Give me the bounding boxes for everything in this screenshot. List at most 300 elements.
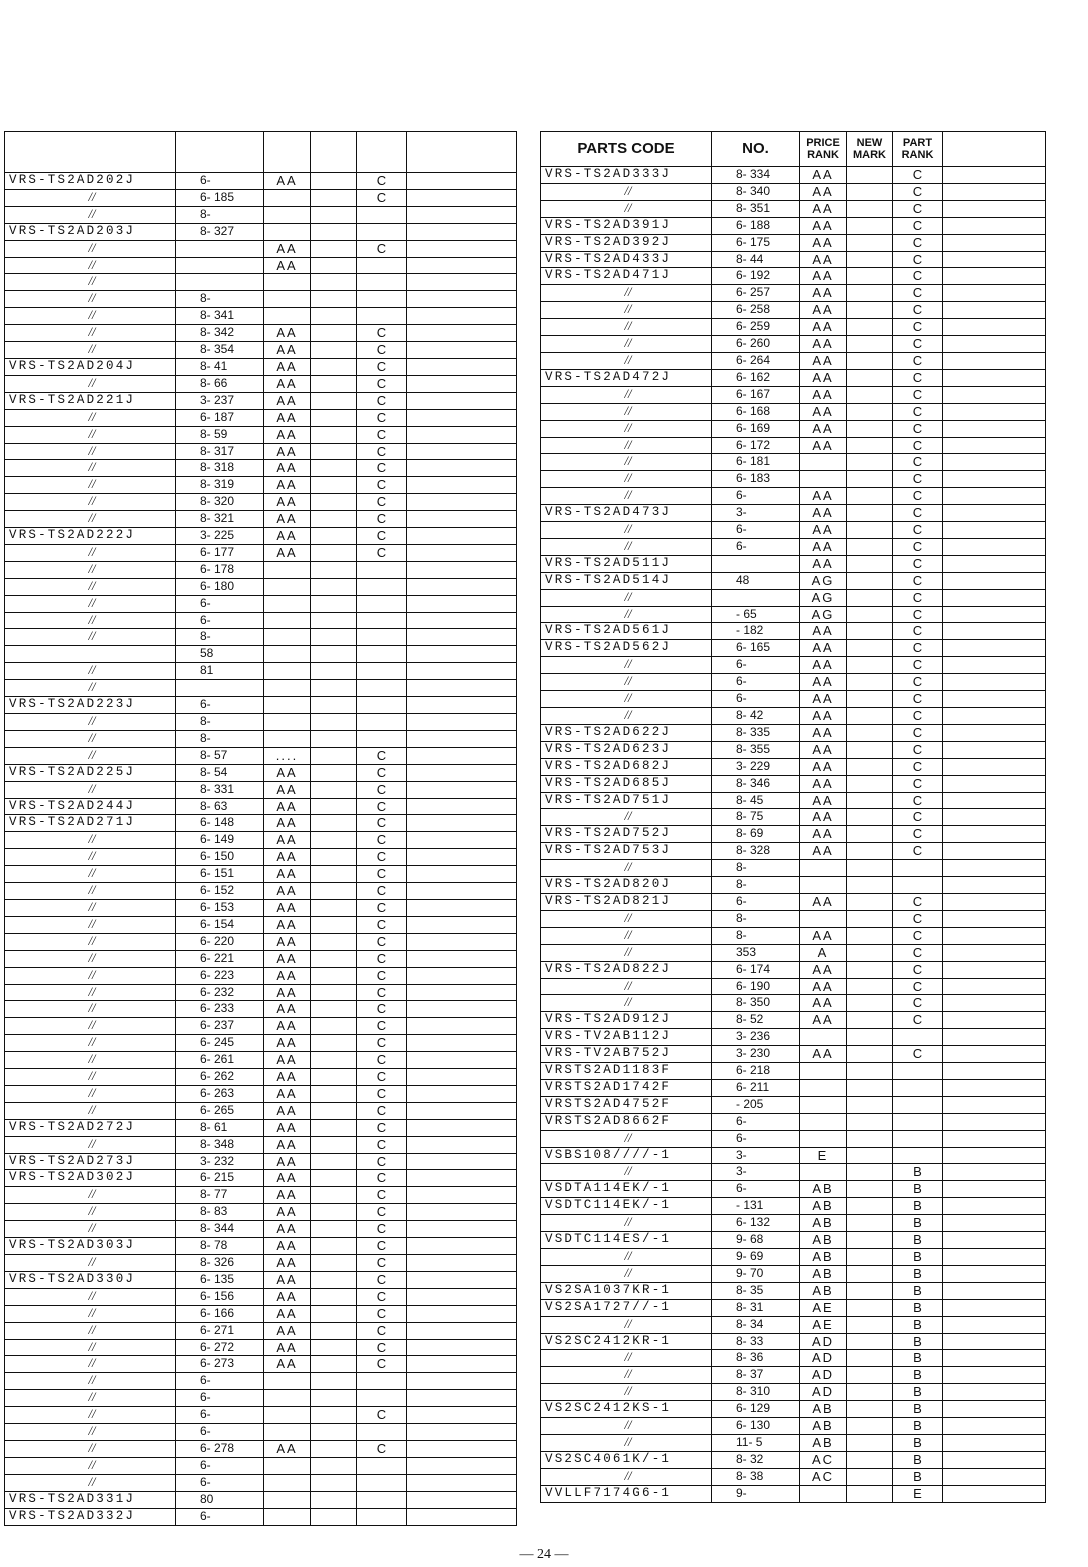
blank-cell (407, 1119, 517, 1136)
blank-cell (407, 1238, 517, 1255)
part-rank-cell: E (893, 1485, 943, 1502)
price-rank-cell: AA (800, 268, 847, 285)
new-mark-cell (311, 629, 357, 646)
price-rank-cell: AA (800, 437, 847, 454)
number-cell: 6- 177 (176, 544, 264, 561)
price-rank-cell: AA (800, 217, 847, 234)
parts-code-cell: // (5, 899, 176, 916)
new-mark-cell (847, 1367, 893, 1384)
part-rank-cell (357, 1508, 407, 1525)
new-mark-cell (847, 1299, 893, 1316)
blank-cell (407, 426, 517, 443)
part-rank-cell: C (357, 392, 407, 409)
price-rank-cell: AA (800, 538, 847, 555)
parts-code-cell: // (541, 708, 712, 725)
parts-code-cell: VS2SC4061K/-1 (541, 1451, 712, 1468)
price-rank-cell (264, 1508, 311, 1525)
price-rank-cell: AC (800, 1451, 847, 1468)
new-mark-cell (311, 781, 357, 798)
number-cell: - 182 (712, 623, 800, 640)
part-rank-cell (357, 730, 407, 747)
number-cell: 8- 348 (176, 1136, 264, 1153)
right-table-row (541, 809, 1046, 826)
blank-cell (407, 1440, 517, 1457)
number-cell: 3- 237 (176, 392, 264, 409)
right-table-row (541, 691, 1046, 708)
right-table-row (541, 606, 1046, 623)
blank-cell (407, 460, 517, 477)
part-rank-cell: C (893, 352, 943, 369)
blank-cell (943, 691, 1046, 708)
right-table-row (541, 775, 1046, 792)
price-rank-cell: AA (800, 183, 847, 200)
parts-code-cell: // (5, 1187, 176, 1204)
blank-cell (943, 167, 1046, 184)
part-rank-cell (357, 561, 407, 578)
price-rank-cell (264, 1390, 311, 1407)
parts-code-cell: VRS-TS2AD472J (541, 369, 712, 386)
right-table-row (541, 1012, 1046, 1029)
parts-code-cell: // (5, 730, 176, 747)
left-table-row (5, 1440, 517, 1457)
blank-cell (407, 1136, 517, 1153)
parts-code-cell: // (541, 674, 712, 691)
parts-code-cell: VRS-TS2AD221J (5, 392, 176, 409)
parts-code-cell: // (5, 1001, 176, 1018)
part-rank-cell: C (357, 1238, 407, 1255)
price-rank-cell: AA (264, 1136, 311, 1153)
part-rank-cell: C (357, 1170, 407, 1187)
new-mark-cell (311, 1069, 357, 1086)
part-rank-cell: C (357, 528, 407, 545)
right-table-row (541, 893, 1046, 910)
blank-cell (943, 961, 1046, 978)
part-rank-cell: C (357, 1271, 407, 1288)
number-cell: 6- 168 (712, 403, 800, 420)
number-cell: 6- 132 (712, 1215, 800, 1232)
price-rank-cell: AA (800, 403, 847, 420)
parts-code-cell: VRS-TS2AD222J (5, 528, 176, 545)
left-table-row (5, 815, 517, 832)
price-rank-cell: AA (264, 1085, 311, 1102)
left-table-row (5, 528, 517, 545)
left-table-row (5, 1238, 517, 1255)
number-cell: 81 (176, 663, 264, 680)
new-mark-cell (847, 877, 893, 894)
price-rank-cell: A (800, 944, 847, 961)
blank-cell (943, 1046, 1046, 1063)
parts-code-cell: VRS-TS2AD244J (5, 798, 176, 815)
right-table-row (541, 1232, 1046, 1249)
price-rank-cell (264, 308, 311, 325)
new-mark-cell (311, 308, 357, 325)
number-cell: 6- (176, 1508, 264, 1525)
number-cell: 9- 68 (712, 1232, 800, 1249)
new-mark-cell (311, 646, 357, 663)
parts-code-cell: // (5, 1373, 176, 1390)
new-mark-cell (847, 691, 893, 708)
blank-cell (407, 291, 517, 308)
right-table-row (541, 826, 1046, 843)
new-mark-cell (311, 409, 357, 426)
right-table-row (541, 1282, 1046, 1299)
blank-cell (943, 251, 1046, 268)
parts-code-cell: // (541, 200, 712, 217)
price-rank-cell: AB (800, 1198, 847, 1215)
part-rank-cell: C (893, 589, 943, 606)
number-cell: 6- (712, 674, 800, 691)
number-cell: 6- (712, 1181, 800, 1198)
new-mark-cell (847, 167, 893, 184)
number-cell: 6- 218 (712, 1063, 800, 1080)
number-cell: 3- 229 (712, 758, 800, 775)
left-table-row (5, 240, 517, 257)
number-cell: 8- 32 (712, 1451, 800, 1468)
price-rank-cell: AA (264, 409, 311, 426)
number-cell (176, 257, 264, 274)
right-table-row (541, 386, 1046, 403)
parts-code-cell: VRS-TS2AD271J (5, 815, 176, 832)
new-mark-cell (311, 697, 357, 714)
parts-code-cell: VS2SC2412KR-1 (541, 1333, 712, 1350)
price-rank-cell: AA (800, 319, 847, 336)
parts-code-cell: VRS-TS2AD822J (541, 961, 712, 978)
parts-code-cell: // (541, 978, 712, 995)
number-cell: 8- 33 (712, 1333, 800, 1350)
new-mark-cell (847, 1333, 893, 1350)
blank-cell (407, 984, 517, 1001)
right-table-row (541, 1198, 1046, 1215)
part-rank-cell: B (893, 1198, 943, 1215)
price-rank-cell: AB (800, 1265, 847, 1282)
right-table-row (541, 268, 1046, 285)
new-mark-cell (847, 336, 893, 353)
part-rank-cell: C (357, 358, 407, 375)
price-rank-cell (264, 629, 311, 646)
part-rank-cell: C (357, 511, 407, 528)
new-mark-cell (847, 1401, 893, 1418)
price-rank-cell: AA (264, 1440, 311, 1457)
blank-cell (943, 1130, 1046, 1147)
blank-cell (943, 910, 1046, 927)
right-table-row (541, 1434, 1046, 1451)
part-rank-cell: C (357, 477, 407, 494)
left-table-row (5, 1102, 517, 1119)
number-cell: 8- 35 (712, 1282, 800, 1299)
right-table-row (541, 1350, 1046, 1367)
blank-cell (407, 240, 517, 257)
blank-cell (943, 877, 1046, 894)
blank-cell (943, 606, 1046, 623)
parts-code-cell: // (5, 1069, 176, 1086)
new-mark-cell (847, 758, 893, 775)
blank-cell (407, 798, 517, 815)
blank-cell (407, 899, 517, 916)
new-mark-cell (847, 1198, 893, 1215)
part-rank-cell: C (357, 1204, 407, 1221)
price-rank-cell (800, 1063, 847, 1080)
parts-code-cell: // (5, 544, 176, 561)
blank-cell (943, 1333, 1046, 1350)
right-table-row (541, 1113, 1046, 1130)
blank-cell (943, 1063, 1046, 1080)
left-table-row (5, 223, 517, 240)
number-cell: 48 (712, 572, 800, 589)
blank-cell (943, 775, 1046, 792)
number-cell: 6- 130 (712, 1418, 800, 1435)
number-cell: 6- 187 (176, 409, 264, 426)
part-rank-cell: C (893, 961, 943, 978)
new-mark-cell (847, 1079, 893, 1096)
number-cell: 8- 34 (712, 1316, 800, 1333)
price-rank-cell: AA (264, 866, 311, 883)
new-mark-cell (847, 1485, 893, 1502)
price-rank-cell: AB (800, 1249, 847, 1266)
number-cell: 6- 178 (176, 561, 264, 578)
price-rank-cell: AE (800, 1316, 847, 1333)
part-rank-cell: C (357, 798, 407, 815)
blank-cell (943, 826, 1046, 843)
new-mark-cell (311, 866, 357, 883)
blank-cell (943, 724, 1046, 741)
blank-cell (943, 538, 1046, 555)
new-mark-cell (311, 494, 357, 511)
parts-code-cell: // (5, 1305, 176, 1322)
part-rank-cell: C (893, 217, 943, 234)
number-cell: 8- 318 (176, 460, 264, 477)
right-table-row (541, 1316, 1046, 1333)
number-cell: 8- 342 (176, 325, 264, 342)
parts-code-cell: VRS-TS2AD820J (541, 877, 712, 894)
number-cell: 8- 350 (712, 995, 800, 1012)
left-table-row (5, 189, 517, 206)
parts-code-cell: // (5, 1052, 176, 1069)
part-rank-cell: C (357, 240, 407, 257)
number-cell: 6- 264 (712, 352, 800, 369)
left-header-price-rank (264, 132, 311, 173)
right-table-row (541, 1401, 1046, 1418)
number-cell: 6- (176, 1390, 264, 1407)
right-table-row (541, 589, 1046, 606)
new-mark-cell (847, 437, 893, 454)
parts-code-cell: VRS-TV2AB752J (541, 1046, 712, 1063)
parts-code-cell: // (541, 1316, 712, 1333)
left-table-row (5, 1271, 517, 1288)
blank-cell (407, 730, 517, 747)
number-cell: 3- 236 (712, 1029, 800, 1046)
part-rank-cell: C (893, 640, 943, 657)
blank-cell (943, 893, 1046, 910)
price-rank-cell (800, 471, 847, 488)
parts-code-cell: VRSTS2AD4752F (541, 1096, 712, 1113)
parts-code-cell: // (541, 302, 712, 319)
parts-code-cell: // (541, 927, 712, 944)
price-rank-cell: AD (800, 1350, 847, 1367)
number-cell: 6- (176, 173, 264, 190)
new-mark-cell (847, 319, 893, 336)
parts-code-cell: // (541, 285, 712, 302)
number-cell: 3- 232 (176, 1153, 264, 1170)
price-rank-cell: AA (800, 758, 847, 775)
part-rank-cell: C (357, 1288, 407, 1305)
blank-cell (943, 640, 1046, 657)
new-mark-cell (847, 386, 893, 403)
new-mark-cell (847, 1265, 893, 1282)
new-mark-cell (311, 1102, 357, 1119)
part-rank-cell: C (357, 984, 407, 1001)
number-cell: 8- (712, 877, 800, 894)
parts-code-cell: // (541, 1164, 712, 1181)
blank-cell (407, 1508, 517, 1525)
parts-code-cell: VRSTS2AD8662F (541, 1113, 712, 1130)
part-rank-cell (357, 646, 407, 663)
part-rank-cell: C (893, 167, 943, 184)
price-rank-cell: AA (264, 1052, 311, 1069)
parts-code-cell: // (5, 342, 176, 359)
blank-cell (943, 403, 1046, 420)
right-table-row (541, 1046, 1046, 1063)
number-cell: 6- 232 (176, 984, 264, 1001)
new-mark-cell (311, 460, 357, 477)
part-rank-cell: C (893, 741, 943, 758)
price-rank-cell: AA (264, 1102, 311, 1119)
part-rank-cell: C (357, 342, 407, 359)
parts-code-cell: // (5, 375, 176, 392)
price-rank-cell (264, 189, 311, 206)
blank-cell (407, 206, 517, 223)
number-cell: 8- (176, 206, 264, 223)
price-rank-cell: AA (264, 798, 311, 815)
part-rank-cell: B (893, 1401, 943, 1418)
number-cell: 6- (176, 595, 264, 612)
left-table-row (5, 1322, 517, 1339)
left-table-row (5, 1288, 517, 1305)
new-mark-cell (847, 403, 893, 420)
new-mark-cell (847, 302, 893, 319)
right-table-row (541, 1147, 1046, 1164)
number-cell: 8- 66 (176, 375, 264, 392)
left-table-row (5, 984, 517, 1001)
blank-cell (943, 1029, 1046, 1046)
price-rank-cell: AA (800, 420, 847, 437)
blank-cell (943, 1096, 1046, 1113)
blank-cell (943, 336, 1046, 353)
parts-code-cell: VSDTA114EK/-1 (541, 1181, 712, 1198)
new-mark-cell (311, 849, 357, 866)
price-rank-cell: AA (800, 302, 847, 319)
new-mark-cell (311, 477, 357, 494)
price-rank-cell (264, 1491, 311, 1508)
right-table-row (541, 572, 1046, 589)
blank-cell (943, 1418, 1046, 1435)
left-table-row (5, 883, 517, 900)
new-mark-cell (847, 1384, 893, 1401)
part-rank-cell: C (357, 866, 407, 883)
left-table-row (5, 511, 517, 528)
right-table-row (541, 1130, 1046, 1147)
parts-code-cell: // (5, 206, 176, 223)
parts-code-cell: VRS-TS2AD303J (5, 1238, 176, 1255)
part-rank-cell: C (357, 1035, 407, 1052)
blank-cell (407, 1001, 517, 1018)
left-table-row (5, 443, 517, 460)
part-rank-cell: C (893, 522, 943, 539)
number-cell: 6- 166 (176, 1305, 264, 1322)
left-table-row (5, 916, 517, 933)
number-cell: 6- (176, 1424, 264, 1441)
part-rank-cell (357, 680, 407, 697)
left-table-row (5, 1069, 517, 1086)
part-rank-cell (893, 877, 943, 894)
part-rank-cell (893, 1130, 943, 1147)
left-table-row (5, 1018, 517, 1035)
new-mark-cell (311, 173, 357, 190)
new-mark-cell (311, 984, 357, 1001)
number-cell: 6- 175 (712, 234, 800, 251)
parts-code-cell: // (541, 538, 712, 555)
parts-code-cell: // (5, 714, 176, 731)
new-mark-cell (847, 1418, 893, 1435)
part-rank-cell: C (357, 815, 407, 832)
price-rank-cell: AA (264, 950, 311, 967)
right-table-row (541, 927, 1046, 944)
number-cell (176, 680, 264, 697)
part-rank-cell: C (357, 1119, 407, 1136)
parts-code-cell: // (5, 1204, 176, 1221)
number-cell: 8- 42 (712, 708, 800, 725)
parts-code-cell: VRS-TS2AD332J (5, 1508, 176, 1525)
part-rank-cell (357, 257, 407, 274)
parts-code-cell: // (541, 910, 712, 927)
right-table-row (541, 1451, 1046, 1468)
new-mark-cell (311, 426, 357, 443)
number-cell: 3- 225 (176, 528, 264, 545)
new-mark-cell (311, 764, 357, 781)
blank-cell (943, 758, 1046, 775)
blank-cell (943, 572, 1046, 589)
number-cell: 8- 63 (176, 798, 264, 815)
new-mark-cell (847, 522, 893, 539)
blank-cell (407, 933, 517, 950)
part-rank-cell: C (893, 978, 943, 995)
left-table-row (5, 1153, 517, 1170)
new-mark-cell (311, 815, 357, 832)
number-cell: 6- 215 (176, 1170, 264, 1187)
number-cell: 6- 192 (712, 268, 800, 285)
parts-code-cell: // (5, 1035, 176, 1052)
price-rank-cell: AA (264, 544, 311, 561)
parts-code-cell: // (541, 386, 712, 403)
parts-code-cell: VSDTC114EK/-1 (541, 1198, 712, 1215)
parts-code-cell: // (541, 352, 712, 369)
left-table-row (5, 1119, 517, 1136)
part-rank-cell: C (357, 494, 407, 511)
left-table-row (5, 1035, 517, 1052)
blank-cell (407, 866, 517, 883)
price-rank-cell: AA (800, 640, 847, 657)
price-rank-cell: AA (800, 488, 847, 505)
price-rank-cell: AA (264, 1001, 311, 1018)
parts-code-cell: // (541, 944, 712, 961)
price-rank-cell: AA (264, 1322, 311, 1339)
left-table-row (5, 291, 517, 308)
parts-code-cell: VRS-TS2AD391J (541, 217, 712, 234)
header-blank (943, 132, 1046, 167)
number-cell: 6- 148 (176, 815, 264, 832)
new-mark-cell (311, 714, 357, 731)
blank-cell (943, 1350, 1046, 1367)
number-cell: 8- 83 (176, 1204, 264, 1221)
